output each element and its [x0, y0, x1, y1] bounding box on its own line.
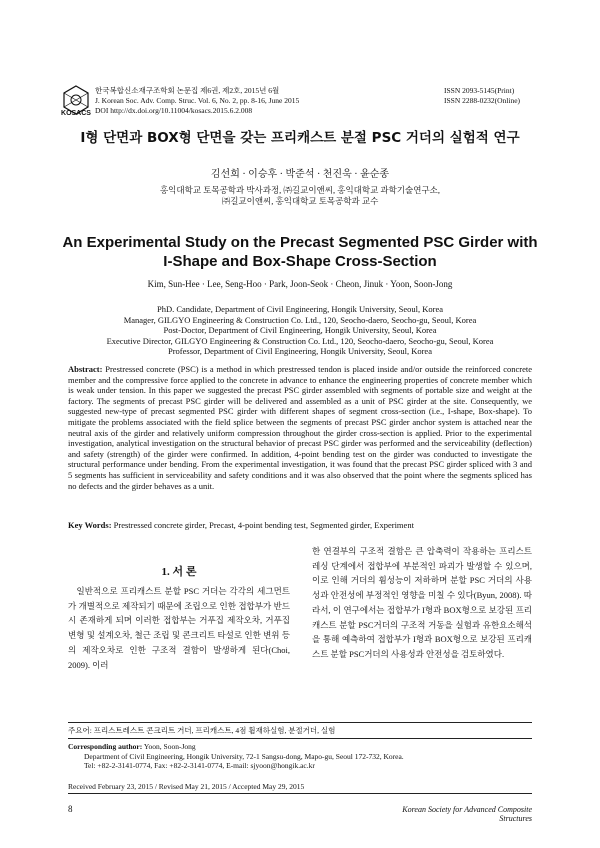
- issn-block: [444, 86, 520, 106]
- title-en-line-1: An Experimental Study on the Precast Segmented PSC Girder with: [62, 234, 538, 251]
- issn-print: ISSN 2093-5145(Print): [444, 86, 515, 95]
- corresponding-contact[interactable]: Tel: +82-2-3141-0774, Fax: +82-2-3141-0774, E-mail: sjyoon@hongik.ac.kr: [84, 761, 315, 770]
- title-kr: I형 단면과 BOX형 단면을 갖는 프리캐스트 분절 PSC 거더의 실험적 연구: [80, 130, 520, 146]
- affiliation-en: Executive Director, GILGYO Engineering & Construction Co. Ltd., 120, Seocho-daero, Seocho-gu, Seoul, Korea: [106, 335, 494, 346]
- divider: [68, 722, 532, 723]
- abstract: [68, 364, 532, 491]
- journal-name-en: J. Korean Soc. Adv. Comp. Struc. Vol. 6, No. 2, pp. 8-16, June 2015: [95, 96, 300, 105]
- corresponding-address: Department of Civil Engineering, Hongik University, 72-1 Sangsu-dong, Mapo-gu, Seoul 172-732, Korea.: [84, 751, 404, 761]
- corresponding-name: Yoon, Soon-Jong: [143, 742, 196, 751]
- logo-text: KOSACS: [61, 110, 91, 117]
- keywords-kr: 주요어: 프리스트레스트 콘크리트 거더, 프리캐스트, 4점 휨재하실험, 분절거더, 실험: [68, 726, 336, 735]
- keywords-label: Key Words:: [68, 520, 112, 530]
- keywords: [68, 520, 532, 530]
- page-number: 8: [68, 804, 73, 814]
- corresponding-author: [68, 742, 404, 771]
- divider: [68, 793, 532, 794]
- affiliation-kr-line-2: ㈜길교이앤씨, 홍익대학교 토목공학과 교수: [221, 196, 379, 206]
- issn-online: ISSN 2288-0232(Online): [444, 96, 521, 105]
- affiliations-en: [60, 304, 540, 357]
- section-title: 1. 서 론: [161, 566, 197, 578]
- abstract-label: Abstract:: [68, 364, 103, 374]
- title-en: [60, 233, 540, 271]
- affiliation-en: Post-Doctor, Department of Civil Engineering, Hongik University, Seoul, Korea: [163, 325, 437, 335]
- divider: [68, 738, 532, 739]
- kosacs-logo: [58, 84, 94, 118]
- authors-kr: 김선희 · 이승후 · 박준석 · 천진욱 · 윤순종: [210, 169, 390, 180]
- corresponding-label: Corresponding author:: [68, 742, 143, 751]
- keywords-text: Prestressed concrete girder, Precast, 4-point bending test, Segmented girder, Experiment: [113, 520, 414, 530]
- received-dates: Received February 23, 2015 / Revised May 21, 2015 / Accepted May 29, 2015: [68, 782, 305, 791]
- doi-link[interactable]: DOI http://dx.doi.org/10.11004/kosacs.2015.6.2.008: [95, 106, 253, 115]
- body-column-1: 일반적으로 프리캐스트 분할 PSC 거더는 각각의 세그먼트가 개별적으로 제작되기 때문에 조립으로 인한 접합부가 반드시 존재하게 되며 이러한 접합부는 거푸집 제작오차, 거푸집 변형 및 설계오차, 철근 조립 및 콘크리트 타설로 인한 변위 등의 제작오차로 인한 구조적 결함이 발생하게 된다(Choi, 2009). 이러: [68, 586, 290, 670]
- affiliation-kr-line-1: 홍익대학교 토목공학과 박사과정, ㈜길교이앤씨, 홍익대학교 과학기술연구소,: [159, 185, 441, 195]
- affiliation-kr: [90, 185, 510, 207]
- journal-name-kr: 한국복합신소재구조학회 논문집 제6권, 제2호, 2015년 6월: [95, 86, 280, 95]
- authors-en: Kim, Sun-Hee · Lee, Seng-Hoo · Park, Joon-Seok · Cheon, Jinuk · Yoon, Soon-Jong: [147, 279, 453, 289]
- title-en-line-2: I-Shape and Box-Shape Cross-Section: [163, 253, 437, 270]
- affiliation-en: Manager, GILGYO Engineering & Construction Co. Ltd., 120, Seocho-daero, Seocho-gu, Seoul, Korea: [123, 314, 477, 325]
- body-column-2: 한 연결부의 구조적 결함은 큰 압축력이 작용하는 프리스트레싱 단계에서 접합부에 부분적인 파괴가 발생할 수 있으며, 이로 인해 거더의 휨성능이 저하하며 분할 PSC 거더의 사용성과 안전성에 부정적인 영향을 미칠 수 있다(Byun, 2008). 따라서, 이 연구에서는 접합부가 I형과 BOX형으로 보강된 프리캐스트 분할 PSC거더의 구조적 거동을 실험과 유한요소해석을 통해 예측하여 접합부가 I형과 BOX형으로 보강된 프리캐스트 분할 PSC거더의 사용성과 안전성을 검토하였다.: [312, 546, 532, 659]
- journal-header: [95, 86, 395, 116]
- abstract-text: Prestressed concrete (PSC) is a method in which prestressed tendon is placed inside and/or outside the reinforced concrete member and the compressive force applied to the concrete in advance to enhance the engineering properties of concrete member which is weak under tension. In this paper we suggested the precast PSC girder assembled with segments of portable size and weight at the factory. The segments of precast PSC girder will be delivered and assembled as a unit of PSC girder at the site. Consequently, we suggested new-type of precast segmented PSC girder with different shapes of segment cross-section (i.e., I-shape, Box-shape). To mitigate the problems associated with the field splice between the segments of precast PSC girder anchor system is attached near the neutral axis of the girder and relatively uniform compression throughout the girder cross-section is applied. Prior to the experimental investigation, analytical investigation on the structural behavior of precast PSC girder was performed and the serviceability (deflection) and safety (strength) of the girder were confirmed. In addition, 4-point bending test on the girder was conducted to investigate the structural performance under bending. From the experimental investigation, it was found that the precast PSC girder spliced with 3 and 5 segments has sufficient in serviceability and safety conditions and it was also observed that the point where the segments spliced has no defects and the girder behaves as a unit.: [68, 364, 532, 491]
- affiliation-en: Professor, Department of Civil Engineering, Hongik University, Seoul, Korea: [168, 346, 432, 356]
- footer-journal: Korean Society for Advanced Composite Structures: [402, 805, 532, 823]
- affiliation-en: PhD. Candidate, Department of Civil Engineering, Hongik University, Seoul, Korea: [156, 304, 444, 314]
